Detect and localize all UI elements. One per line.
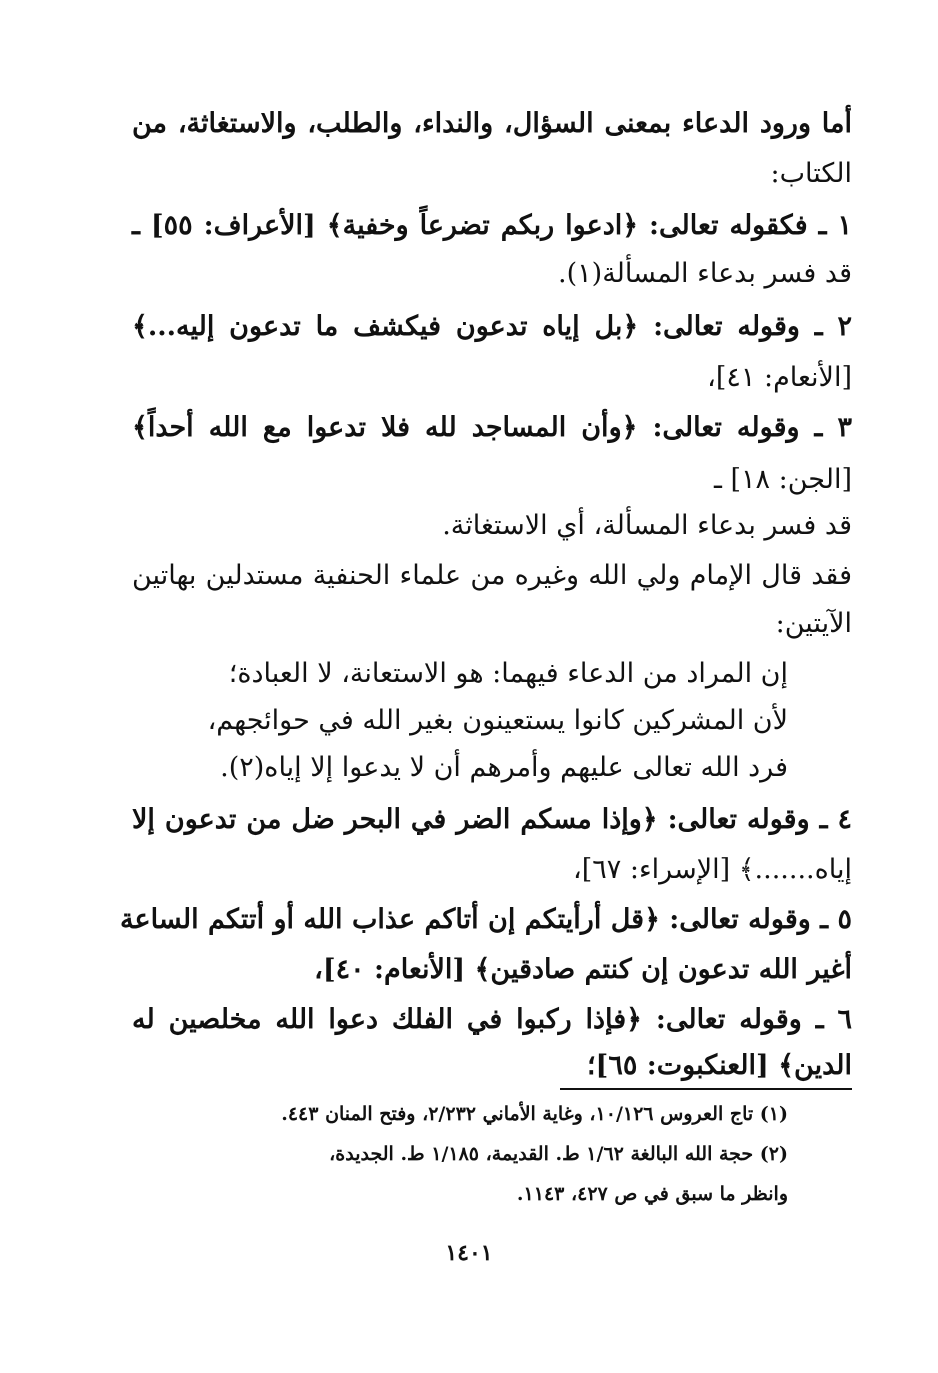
footnote: وانظر ما سبق في ص ٤٢٧، ١١٤٣. [516, 1183, 788, 1205]
quote-line: فرد الله تعالى عليهم وأمرهم أن لا يدعوا إلا إياه(٢). [220, 752, 788, 783]
text-line: ٢ ـ وقوله تعالى: ﴿بل إياه تدعون فيكشف ما تدعون إليه...﴾ [132, 311, 852, 342]
text-line: ٣ ـ وقوله تعالى: ﴿وأن المساجد لله فلا تدعوا مع الله أحداً﴾ [132, 412, 852, 443]
quote-line: لأن المشركين كانوا يستعينون بغير الله في حوائجهم، [207, 705, 788, 736]
text-line: أما ورود الدعاء بمعنى السؤال، والنداء، والطلب، والاستغاثة، من [132, 108, 852, 139]
text-line: ٤ ـ وقوله تعالى: ﴿وإذا مسكم الضر في البحر ضل من تدعون إلا [132, 804, 852, 835]
text-line: [الأنعام: ٤١]، [707, 362, 852, 393]
page-number: ١٤٠١ [445, 1240, 493, 1266]
footnote: (١) تاج العروس ١٠/١٢٦، وغاية الأماني ٢/٢٣٢، وفتح المنان ٤٤٣. [281, 1103, 788, 1125]
text-line: قد فسر بدعاء المسألة، أي الاستغاثة. [442, 510, 852, 541]
text-line: الكتاب: [770, 158, 852, 189]
text-line: ٥ ـ وقوله تعالى: ﴿قل أرأيتكم إن أتاكم عذاب الله أو أتتكم الساعة [120, 904, 852, 935]
text-line: ٦ ـ وقوله تعالى: ﴿فإذا ركبوا في الفلك دعوا الله مخلصين له [132, 1004, 852, 1035]
text-line: الدين﴾ [العنكبوت: ٦٥]؛ [586, 1050, 852, 1081]
text-line: قد فسر بدعاء المسألة(١). [558, 258, 852, 289]
text-line: أغير الله تدعون إن كنتم صادقين﴾ [الأنعام: ٤٠]، [314, 954, 852, 985]
footnote: (٢) حجة الله البالغة ١/٦٢ ط. القديمة، ١/١٨٥ ط. الجديدة، [329, 1143, 788, 1165]
text-line: الآيتين: [775, 608, 852, 639]
text-line: إياه.......﴾ [الإسراء: ٦٧]، [573, 854, 852, 885]
footnote-separator [560, 1088, 852, 1090]
text-line: ١ ـ فكقوله تعالى: ﴿ادعوا ربكم تضرعاً وخفية﴾ [الأعراف: ٥٥] ـ [132, 210, 852, 241]
text-line: [الجن: ١٨] ـ [714, 464, 852, 495]
quote-line: إن المراد من الدعاء فيهما: هو الاستعانة، لا العبادة؛ [228, 658, 788, 689]
text-line: فقد قال الإمام ولي الله وغيره من علماء الحنفية مستدلين بهاتين [132, 560, 852, 591]
